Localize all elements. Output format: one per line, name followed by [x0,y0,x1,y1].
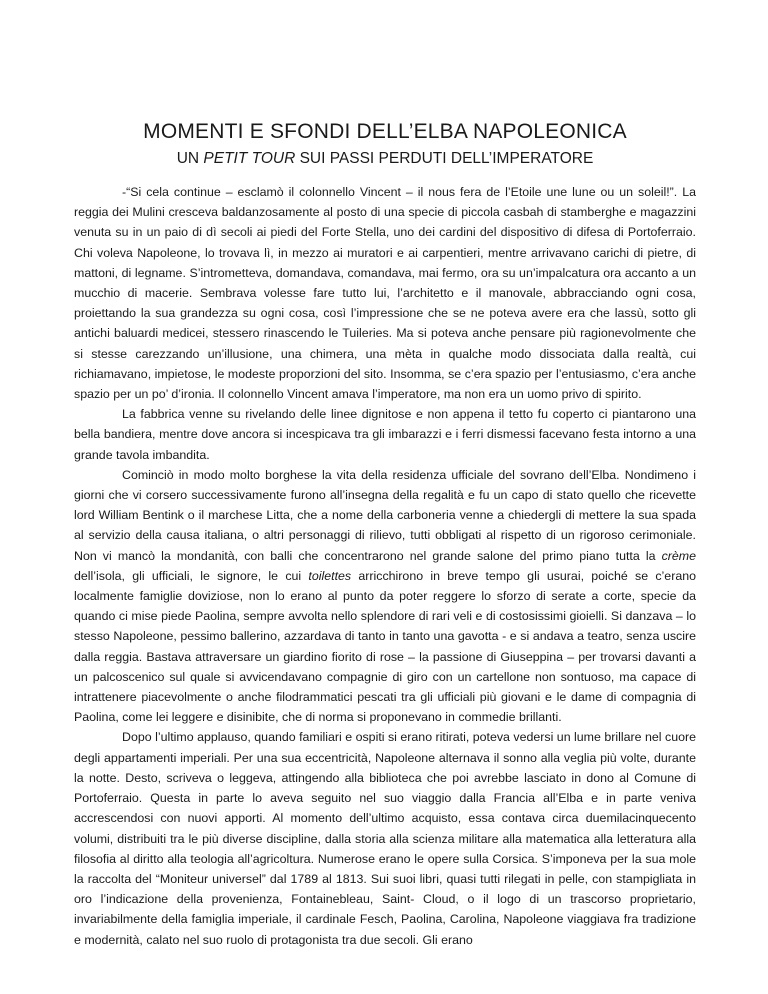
paragraph-text: Cominciò in modo molto borghese la vita della residenza ufficiale del sovrano dell’Elba. Nondimeno i giorni che vi corsero successivamente furono all’insegna della regalità e fu un capo di stato quello che ricevette lord William Bentink o il marchese Litta, che a nome della carboneria venne a chiedergli di mettere la sua spada al servizio della causa italiana, o altri personaggi di rilievo, tutti obbligati al rispetto di un rigoroso cerimoniale. Non vi mancò la mondanità, con balli che concentrarono nel grande salone del primo piano tutta la [74,467,696,563]
subtitle-prefix: UN [176,150,204,167]
document-subtitle [74,150,696,168]
paragraph-1 [74,182,696,404]
italic-word-creme: crème [661,548,696,563]
italic-word-toilettes: toilettes [308,568,352,583]
paragraph-text: Dopo l’ultimo applauso, quando familiari e ospiti si erano ritirati, poteva vedersi un lume brillare nel cuore degli appartamenti imperiali. Per una sua eccentricità, Napoleone alternava il sonno alla veglia più volte, durante la notte. Desto, scriveva o leggeva, attingendo alla biblioteca che poi avrebbe lasciato in dono al Comune di Portoferraio. Questa in parte lo aveva seguito nel suo viaggio dalla Francia all’Elba e in parte veniva accrescendosi con nuovi apporti. Al momento dell’ultimo acquisto, essa contava circa duemilacinquecento volumi, distribuiti tra le più diverse discipline, dalla storia alla scienza militare alla matematica alla letteratura alla filosofia al diritto alla teologia all’agricoltura. Numerose erano le opere sulla Corsica. S’imponeva per la sua mole la raccolta del “Moniteur universel” dal 1789 al 1813. Sui suoi libri, quasi tutti rilegati in pelle, con stampigliata in oro l’indicazione della provenienza, Fontainebleau, Saint- Cloud, o il logo di un trascorso proprietario, invariabilmente della famiglia imperiale, il cardinale Fesch, Paolina, Carolina, Napoleone viaggiava fra tradizione e modernità, calato nel suo ruolo di protagonista tra due secoli. Gli erano [74,730,696,947]
document-body [74,182,696,950]
document-title: MOMENTI E SFONDI DELL’ELBA NAPOLEONICA [143,120,627,143]
subtitle-italic: PETIT TOUR [203,150,296,167]
paragraph-text: dell’isola, gli ufficiali, le signore, le cui [74,568,309,583]
paragraph-text: La fabbrica venne su rivelando delle linee dignitose e non appena il tetto fu coperto ci piantarono una bella bandiera, mentre dove ancora si incespicava tra gli imbarazzi e i ferri dismessi facevano festa intorno a una grande tavola imbandita. [74,407,696,462]
paragraph-4 [74,727,696,949]
subtitle-suffix: SUI PASSI PERDUTI DELL’IMPERATORE [295,150,594,167]
paragraph-text: -“Si cela continue – esclamò il colonnello Vincent – il nous fera de l’Etoile une lune ou un soleil!”. La reggia dei Mulini cresceva baldanzosamente al posto di una specie di piccola casbah di stamberghe e magazzini venuta su in un paio di dì secoli ai piedi del Forte Stella, uno dei cardini del dispositivo di difesa di Portoferraio. Chi voleva Napoleone, lo trovava lì, in mezzo ai muratori e ai carpentieri, mentre arrivavano carichi di pietre, di mattoni, di legname. S’intrometteva, domandava, comandava, mai fermo, ora su un’impalcatura ora accanto a un mucchio di macerie. Sembrava volesse fare tutto lui, l’architetto e il manovale, abbracciando ogni cosa, proiettando la sua grandezza su ogni cosa, così l’impressione che se ne poteva avere era che lassù, sotto gli antichi baluardi medicei, stessero rinascendo le Tuileries. Ma si poteva anche pensare più ragionevolmente che si stesse carezzando un’illusione, una chimera, una mèta in qualche modo dissociata dalla realtà, cui richiamavano, impietose, le modeste proporzioni del sito. Insomma, se c’era spazio per l’entusiasmo, c’era anche spazio per un po’ d’ironia. Il colonnello Vincent amava l’imperatore, ma non era un uomo privo di spirito. [74,185,696,402]
paragraph-2 [74,404,696,465]
paragraph-3 [74,465,696,728]
paragraph-text: arricchirono in breve tempo gli usurai, poiché se c’erano localmente famiglie doviziose, non lo erano al punto da poter reggere lo sforzo di serate a corte, specie da quando ci mise piede Paolina, sempre avvolta nello splendore di rari veli e di costosissimi gioielli. Si danzava – lo stesso Napoleone, pessimo ballerino, azzardava di tanto in tanto una gavotta - e si andava a teatro, senza uscire dalla reggia. Bastava attraversare un giardino fiorito di rose – la passione di Giuseppina – per trovarsi davanti a un palcoscenico sul quale si avvicendavano compagnie di giro con un cartellone non sontuoso, ma capace di intrattenere piacevolmente o anche filodrammatici pescati tra gli ufficiali più giovani e le dame di compagnia di Paolina, come lei leggere e disinibite, che di norma si proponevano in commedie brillanti. [74,568,696,725]
